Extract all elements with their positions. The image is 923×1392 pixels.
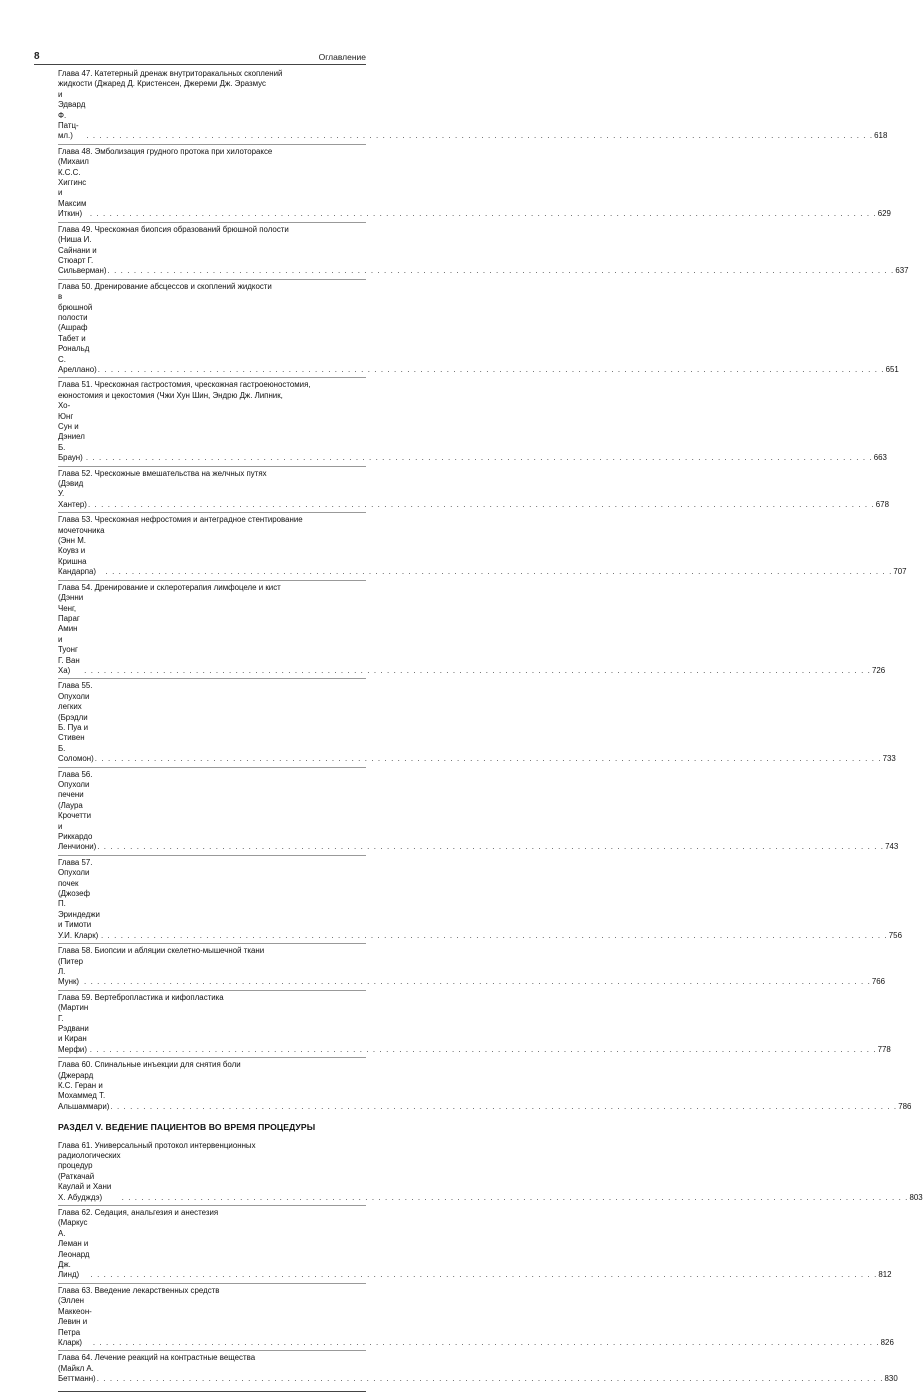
toc-entry-line: Глава 58. Биопсии и абляции скелетно-мышечной ткани (58, 946, 265, 956)
toc-page-number: 726 (871, 665, 886, 675)
toc-entry-last-line (58, 1218, 892, 1280)
toc-entry-text: Глава 56. Опухоли печени (Лаура Крочетти и Риккардо Ленчиони) (58, 769, 97, 852)
dot-leader: . . . . . . . . . . . . . . . . . . . . . . . . . . . . . . . . . . . . . . . . . . . . . . . . . . . . . . . . . . . . . . . . . . . . . . . . . . . . . . . . . . . . . . . . . . . . . . . . . . . . . . . . . . . . . . . . . . . . . . . . (110, 1101, 898, 1111)
toc-page-number: 786 (898, 1101, 912, 1111)
toc-page-number: 778 (877, 1044, 891, 1054)
toc-entry-line: Глава 61. Универсальный протокол интервенционных (58, 1140, 256, 1150)
toc-entry-line: Глава 48. Эмболизация грудного протока при хилотораксе (58, 146, 273, 156)
dot-leader: . . . . . . . . . . . . . . . . . . . . . . . . . . . . . . . . . . . . . . . . . . . . . . . . . . . . . . . . . . . . . . . . . . . . . . . . . . . . . . . . . . . . . . . . . . . . . . . . . . . . . . . . . . . . . . . . . . . . . . . . (107, 266, 895, 276)
toc-entry-line: Глава 54. Дренирование и склеротерапия лимфоцеле и кист (58, 582, 281, 592)
toc-page-number: 707 (893, 567, 907, 577)
toc-page-number: 766 (871, 977, 886, 987)
toc-entry-last-line (58, 1363, 898, 1385)
toc-page-number: 743 (885, 842, 899, 852)
dot-leader: . . . . . . . . . . . . . . . . . . . . . . . . . . . . . . . . . . . . . . . . . . . . . . . . . . . . . . . . . . . . . . . . . . . . . . . . . . . . . . . . . . . . . . . . . . . . . . . . . . . . . . . . . . . . . . . . . . . . . . . . (97, 364, 885, 374)
toc-page-number: 812 (878, 1270, 892, 1280)
toc-entry-last-line (58, 401, 887, 463)
toc-entry-last-line (58, 157, 891, 219)
toc-entry (58, 1057, 912, 1114)
dot-leader: . . . . . . . . . . . . . . . . . . . . . . . . . . . . . . . . . . . . . . . . . . . . . . . . . . . . . . . . . . . . . . . . . . . . . . . . . . . . . . . . . . . . . . . . . . . . . . . . . . . . . . . . . . . . . . . . . . . . . . . . (105, 567, 893, 577)
toc-entry (58, 855, 902, 943)
dot-leader: . . . . . . . . . . . . . . . . . . . . . . . . . . . . . . . . . . . . . . . . . . . . . . . . . . . . . . . . . . . . . . . . . . . . . . . . . . . . . . . . . . . . . . . . . . . . . . . . . . . . . . . . . . . . . . . . . . . . . . . . (90, 1270, 878, 1280)
toc-entry-text: (Дэнни Ченг, Параг Амин и Туонг Г. Ван Ха) (58, 593, 84, 675)
toc-entry (58, 1283, 894, 1350)
toc-entry (58, 1139, 923, 1205)
dot-leader: . . . . . . . . . . . . . . . . . . . . . . . . . . . . . . . . . . . . . . . . . . . . . . . . . . . . . . . . . . . . . . . . . . . . . . . . . . . . . . . . . . . . . . . . . . . . . . . . . . . . . . . . . . . . . . . . . . . . . . . . (86, 131, 874, 141)
toc-entry (58, 767, 899, 855)
toc-entry-text: в брюшной полости (Ашраф Табет и Рональд С. Ареллано) (58, 292, 97, 374)
toc-page-number: 663 (873, 453, 887, 463)
toc-entry-last-line (58, 89, 888, 142)
toc-entry-line: Глава 64. Лечение реакций на контрастные вещества (58, 1353, 256, 1363)
toc-entry-text: (Майкл А. Беттманн) (58, 1363, 96, 1384)
dot-leader: . . . . . . . . . . . . . . . . . . . . . . . . . . . . . . . . . . . . . . . . . . . . . . . . . . . . . . . . . . . . . . . . . . . . . . . . . . . . . . . . . . . . . . . . . . . . . . . . . . . . . . . . . . . . . . . . . . . . . . . . (121, 1192, 909, 1202)
toc-page-number: 830 (884, 1374, 898, 1384)
dot-leader: . . . . . . . . . . . . . . . . . . . . . . . . . . . . . . . . . . . . . . . . . . . . . . . . . . . . . . . . . . . . . . . . . . . . . . . . . . . . . . . . . . . . . . . . . . . . . . . . . . . . . . . . . . . . . . . . . . . . . . . . (85, 453, 873, 463)
table-of-contents (58, 67, 923, 1392)
toc-entry-last-line (58, 593, 886, 676)
header-divider (34, 64, 366, 65)
toc-entry-line: Глава 63. Введение лекарственных средств (58, 1285, 220, 1295)
toc-entry-last-line (58, 235, 909, 277)
toc-entry (58, 678, 896, 766)
toc-entry-line: Глава 50. Дренирование абсцессов и скоплений жидкости (58, 281, 272, 291)
toc-entry-last-line (58, 1070, 912, 1113)
toc-entry-last-line (58, 681, 896, 764)
toc-entry-last-line (58, 857, 902, 941)
toc-entry (58, 1350, 898, 1386)
toc-entry-line: Глава 62. Седация, анальгезия и анестезия (58, 1208, 219, 1218)
toc-entry-last-line (58, 769, 899, 853)
toc-page-number: 756 (888, 930, 902, 940)
section-block (58, 1122, 923, 1391)
toc-entry (58, 144, 891, 222)
dot-leader: . . . . . . . . . . . . . . . . . . . . . . . . . . . . . . . . . . . . . . . . . . . . . . . . . . . . . . . . . . . . . . . . . . . . . . . . . . . . . . . . . . . . . . . . . . . . . . . . . . . . . . . . . . . . . . . . . . . . . . . . (87, 499, 875, 509)
toc-entry-line: Глава 52. Чрескожные вмешательства на желчных путях (58, 468, 267, 478)
dot-leader: . . . . . . . . . . . . . . . . . . . . . . . . . . . . . . . . . . . . . . . . . . . . . . . . . . . . . . . . . . . . . . . . . . . . . . . . . . . . . . . . . . . . . . . . . . . . . . . . . . . . . . . . . . . . . . . . . . . . . . . . (84, 977, 871, 987)
toc-entry-line: Глава 60. Спинальные инъекции для снятия боли (58, 1060, 241, 1070)
dot-leader: . . . . . . . . . . . . . . . . . . . . . . . . . . . . . . . . . . . . . . . . . . . . . . . . . . . . . . . . . . . . . . . . . . . . . . . . . . . . . . . . . . . . . . . . . . . . . . . . . . . . . . . . . . . . . . . . . . . . . . . . (89, 1044, 877, 1054)
toc-entry-last-line (58, 292, 899, 375)
dot-leader: . . . . . . . . . . . . . . . . . . . . . . . . . . . . . . . . . . . . . . . . . . . . . . . . . . . . . . . . . . . . . . . . . . . . . . . . . . . . . . . . . . . . . . . . . . . . . . . . . . . . . . . . . . . . . . . . . . . . . . . . (100, 930, 888, 940)
toc-page-number: 803 (909, 1192, 923, 1202)
toc-entry (58, 1205, 892, 1283)
toc-entry-text: Хо-Юнг Сун и Дэниел Б. Браун) (58, 401, 85, 463)
toc-entry-last-line (58, 525, 907, 578)
toc-entry-line: жидкости (Джаред Д. Кристенсен, Джереми Дж. Эразмус (58, 79, 266, 89)
toc-entry-text: (Дэвид У. Хантер) (58, 479, 87, 509)
running-title: Оглавление (318, 52, 366, 62)
dot-leader: . . . . . . . . . . . . . . . . . . . . . . . . . . . . . . . . . . . . . . . . . . . . . . . . . . . . . . . . . . . . . . . . . . . . . . . . . . . . . . . . . . . . . . . . . . . . . . . . . . . . . . . . . . . . . . . . . . . . . . . . (84, 665, 871, 675)
toc-entry-last-line (58, 1151, 923, 1203)
toc-entry (58, 580, 886, 679)
toc-page-number: 678 (875, 499, 889, 509)
toc-entry (58, 377, 887, 465)
toc-page-number: 733 (882, 754, 896, 764)
toc-entry-text: (Джерард К.С. Геран и Мохаммед Т. Альшаммари) (58, 1070, 110, 1111)
chapter-list (58, 67, 912, 1114)
section-chapter-list (58, 1139, 923, 1387)
toc-entry-last-line (58, 1296, 894, 1348)
toc-entry-line: Глава 47. Катетерный дренаж внутриторакальных скоплений (58, 69, 283, 78)
dot-leader: . . . . . . . . . . . . . . . . . . . . . . . . . . . . . . . . . . . . . . . . . . . . . . . . . . . . . . . . . . . . . . . . . . . . . . . . . . . . . . . . . . . . . . . . . . . . . . . . . . . . . . . . . . . . . . . . . . . . . . . . (94, 754, 882, 764)
toc-entry-text: (Маркус А. Леман и Леонард Дж. Линд) (58, 1218, 90, 1280)
dot-leader: . . . . . . . . . . . . . . . . . . . . . . . . . . . . . . . . . . . . . . . . . . . . . . . . . . . . . . . . . . . . . . . . . . . . . . . . . . . . . . . . . . . . . . . . . . . . . . . . . . . . . . . . . . . . . . . . . . . . . . . . (92, 1337, 880, 1347)
toc-entry (58, 990, 891, 1057)
toc-entry-text: Глава 55. Опухоли легких (Брэдли Б. Пуа и Стивен Б. Соломон) (58, 681, 94, 764)
toc-entry-last-line (58, 1003, 891, 1055)
toc-entry-text: Глава 57. Опухоли почек (Джозеф П. Эриндеджи и Тимоти У.И. Кларк) (58, 857, 100, 940)
dot-leader: . . . . . . . . . . . . . . . . . . . . . . . . . . . . . . . . . . . . . . . . . . . . . . . . . . . . . . . . . . . . . . . . . . . . . . . . . . . . . . . . . . . . . . . . . . . . . . . . . . . . . . . . . . . . . . . . . . . . . . . . (96, 1374, 884, 1384)
toc-entry (58, 466, 889, 513)
toc-entry-text: (Михаил К.С.С. Хиггинс и Максим Иткин) (58, 157, 89, 219)
toc-entry-line: еюностомия и цекостомия (Чжи Хун Шин, Эндрю Дж. Липник, (58, 390, 283, 400)
toc-entry-text: (Мартин Г. Рэдвани и Киран Мерфи) (58, 1003, 89, 1054)
dot-leader: . . . . . . . . . . . . . . . . . . . . . . . . . . . . . . . . . . . . . . . . . . . . . . . . . . . . . . . . . . . . . . . . . . . . . . . . . . . . . . . . . . . . . . . . . . . . . . . . . . . . . . . . . . . . . . . . . . . . . . . . (89, 209, 877, 219)
section-title: РАЗДЕЛ V. ВЕДЕНИЕ ПАЦИЕНТОВ ВО ВРЕМЯ ПРОЦЕДУРЫ (58, 1122, 316, 1133)
dot-leader: . . . . . . . . . . . . . . . . . . . . . . . . . . . . . . . . . . . . . . . . . . . . . . . . . . . . . . . . . . . . . . . . . . . . . . . . . . . . . . . . . . . . . . . . . . . . . . . . . . . . . . . . . . . . . . . . . . . . . . . . (97, 842, 885, 852)
toc-entry-text: (Эллен Маккеон-Левин и Петра Кларк) (58, 1296, 92, 1347)
toc-entry-line: Глава 51. Чрескожная гастростомия, чрескожная гастроеюностомия, (58, 380, 311, 390)
toc-entry-text: (Питер Л. Мунк) (58, 956, 84, 987)
page-header (34, 46, 366, 62)
toc-entry-line: Глава 49. Чрескожная биопсия образований брюшной полости (58, 224, 289, 234)
toc-entry-text: радиологических процедур (Раткачай Каулай и Хани Х. Абудждэ) (58, 1151, 121, 1202)
toc-entry-line: Глава 53. Чрескожная нефростомия и антеградное стентирование (58, 515, 303, 525)
toc-entry-last-line (58, 479, 889, 510)
page-number: 8 (34, 51, 40, 62)
toc-entry (58, 222, 909, 279)
toc-entry (58, 943, 886, 990)
toc-entry-text: (Ниша И. Сайнани и Стюарт Г. Сильверман) (58, 235, 107, 276)
toc-entry-text: мочеточника (Энн М. Коувз и Кришна Кандарпа) (58, 525, 105, 577)
toc-entry (58, 279, 899, 378)
toc-page-number: 826 (880, 1337, 894, 1347)
toc-page-number: 637 (895, 266, 909, 276)
toc-entry-line: Глава 59. Вертебропластика и кифопластика (58, 992, 224, 1002)
toc-page-number: 618 (874, 131, 888, 141)
toc-entry (58, 512, 907, 579)
toc-entry-text: и Эдвард Ф. Патц-мл.) (58, 89, 86, 141)
toc-page-number: 629 (877, 209, 891, 219)
toc-page-number: 651 (885, 364, 899, 374)
toc-entry-last-line (58, 956, 886, 988)
toc-entry (58, 67, 888, 144)
